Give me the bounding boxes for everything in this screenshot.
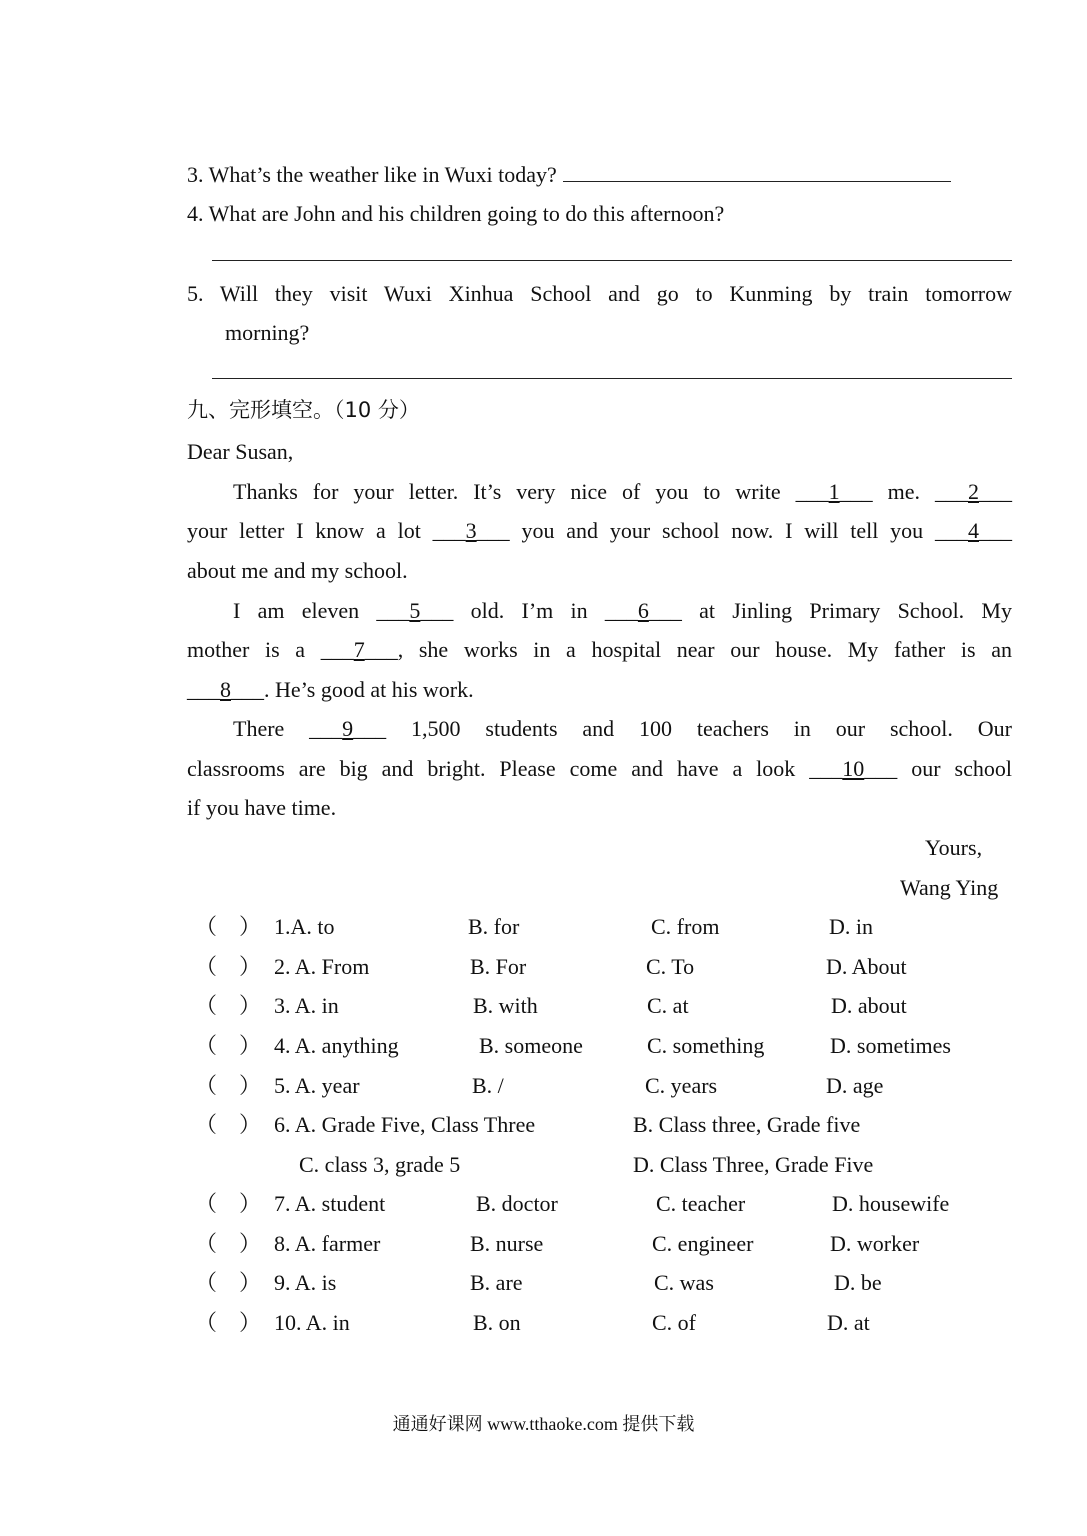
option-a: 10. A. in	[274, 1310, 350, 1335]
letter-signature: Wang Ying	[900, 875, 999, 900]
answer-paren[interactable]: （ ）	[195, 1270, 262, 1295]
page-footer: 通通好课网 www.tthaoke.com 提供下载	[392, 1414, 695, 1434]
option-row-1	[0, 916, 1087, 940]
option-a: 2. A. From	[274, 954, 370, 979]
option-a: 4. A. anything	[274, 1033, 399, 1058]
option-c: C. something	[647, 1033, 765, 1058]
question-4: 4. What are John and his children going to do this afternoon?	[187, 201, 725, 226]
answer-paren[interactable]: （ ）	[195, 993, 262, 1018]
option-c: C. engineer	[652, 1231, 754, 1256]
option-b: B. someone	[479, 1033, 583, 1058]
answer-paren[interactable]: （ ）	[195, 954, 262, 979]
option-d: D. at	[827, 1310, 870, 1335]
letter-p1-line-2	[187, 520, 1012, 542]
option-b: B. /	[472, 1073, 504, 1098]
option-a: 1.A. to	[274, 914, 335, 939]
option-row-5	[0, 1075, 1087, 1099]
option-c: C. class 3, grade 5	[299, 1152, 461, 1177]
answer-blank-5[interactable]	[212, 378, 1012, 379]
option-row-6	[0, 1114, 1087, 1138]
question-5-line-2: morning?	[225, 320, 310, 345]
option-c: C. from	[651, 914, 720, 939]
option-b: B. with	[473, 993, 538, 1018]
answer-blank-3[interactable]	[563, 163, 951, 182]
option-row-9	[0, 1272, 1087, 1296]
text-fragment: ___ 1,500 students and 100 teachers in our school. Our	[353, 716, 1013, 741]
question-3	[187, 163, 951, 186]
text-fragment: ___ old. I’m in ___	[420, 598, 638, 623]
option-d: D. worker	[830, 1231, 920, 1256]
option-b: B. nurse	[470, 1231, 544, 1256]
blank-number-5: 5	[409, 598, 421, 623]
answer-paren[interactable]: （ ）	[195, 1191, 262, 1216]
option-a: 7. A. student	[274, 1191, 386, 1216]
option-c: C. of	[652, 1310, 696, 1335]
text-fragment: ___ me. ___	[839, 479, 968, 504]
blank-number-9: 9	[342, 716, 354, 741]
letter-p3-line-1	[233, 718, 1012, 740]
option-d: D. about	[831, 993, 907, 1018]
option-row-6-continued	[0, 1154, 1087, 1178]
text-fragment: ___ at Jinling Primary School. My	[648, 598, 1012, 623]
letter-greeting: Dear Susan,	[187, 439, 294, 464]
option-b: B. Class three, Grade five	[633, 1112, 861, 1137]
text-fragment: ___	[979, 479, 1012, 504]
option-c: C. To	[646, 954, 695, 979]
text-fragment: ___	[979, 518, 1012, 543]
option-row-7	[0, 1193, 1087, 1217]
blank-number-7: 7	[353, 637, 365, 662]
letter-p2-line-1	[233, 600, 1012, 622]
option-c: C. years	[645, 1073, 718, 1098]
option-b: B. doctor	[476, 1191, 558, 1216]
text-fragment: There ___	[233, 716, 343, 741]
answer-blank-4[interactable]	[212, 260, 1012, 261]
blank-number-3: 3	[465, 518, 477, 543]
option-d: D. Class Three, Grade Five	[633, 1152, 874, 1177]
text-fragment: mother is a ___	[187, 637, 354, 662]
section-title: 九、完形填空。（10 分）	[187, 398, 420, 422]
option-row-4	[0, 1035, 1087, 1059]
option-c: C. teacher	[656, 1191, 746, 1216]
letter-closing: Yours,	[925, 835, 983, 860]
blank-number-1: 1	[828, 479, 840, 504]
answer-paren[interactable]: （ ）	[195, 1033, 262, 1058]
option-a: 5. A. year	[274, 1073, 360, 1098]
option-d: D. in	[829, 914, 873, 939]
option-a: 9. A. is	[274, 1270, 337, 1295]
option-d: D. About	[826, 954, 907, 979]
text-fragment: Thanks for your letter. It’s very nice of you to write ___	[233, 479, 829, 504]
blank-number-8: 8	[220, 677, 231, 702]
answer-paren[interactable]: （ ）	[195, 1310, 262, 1335]
option-row-2	[0, 956, 1087, 980]
answer-paren[interactable]: （ ）	[195, 1112, 262, 1137]
letter-p1-line-3: about me and my school.	[187, 558, 408, 583]
text-fragment: I am eleven ___	[233, 598, 410, 623]
blank-number-6: 6	[637, 598, 649, 623]
text-fragment: ___. He’s good at his work.	[231, 677, 474, 702]
option-b: B. for	[468, 914, 520, 939]
letter-p3-line-2	[187, 758, 1012, 780]
option-d: D. age	[826, 1073, 884, 1098]
option-b: B. on	[473, 1310, 521, 1335]
option-a: 6. A. Grade Five, Class Three	[274, 1112, 536, 1137]
option-row-3	[0, 995, 1087, 1019]
answer-paren[interactable]: （ ）	[195, 914, 262, 939]
option-d: D. be	[834, 1270, 882, 1295]
option-a: 8. A. farmer	[274, 1231, 381, 1256]
option-b: B. are	[470, 1270, 523, 1295]
letter-p2-line-3	[187, 679, 474, 701]
option-d: D. sometimes	[830, 1033, 951, 1058]
blank-number-2: 2	[968, 479, 979, 504]
option-c: C. at	[647, 993, 689, 1018]
option-row-8	[0, 1233, 1087, 1257]
letter-p2-line-2	[187, 639, 1012, 661]
option-d: D. housewife	[832, 1191, 950, 1216]
text-fragment: ___	[187, 677, 220, 702]
text-fragment: ___, she works in a hospital near our house. My father is an	[364, 637, 1012, 662]
text-fragment: your letter I know a lot ___	[187, 518, 466, 543]
text-fragment: classrooms are big and bright. Please come and have a look ___	[187, 756, 843, 781]
letter-p3-line-3: if you have time.	[187, 795, 337, 820]
option-b: B. For	[470, 954, 527, 979]
blank-number-10: 10	[842, 756, 865, 781]
question-5-line-1: 5. Will they visit Wuxi Xinhua School and go to Kunming by train tomorrow	[187, 281, 1012, 306]
question-3-text: 3. What’s the weather like in Wuxi today?	[187, 162, 557, 187]
answer-paren[interactable]: （ ）	[195, 1073, 262, 1098]
letter-p1-line-1	[233, 481, 1012, 503]
option-c: C. was	[654, 1270, 714, 1295]
blank-number-4: 4	[968, 518, 979, 543]
text-fragment: ___ our school	[864, 756, 1012, 781]
answer-paren[interactable]: （ ）	[195, 1231, 262, 1256]
option-a: 3. A. in	[274, 993, 339, 1018]
option-row-10	[0, 1312, 1087, 1336]
text-fragment: ___ you and your school now. I will tell you ___	[476, 518, 968, 543]
